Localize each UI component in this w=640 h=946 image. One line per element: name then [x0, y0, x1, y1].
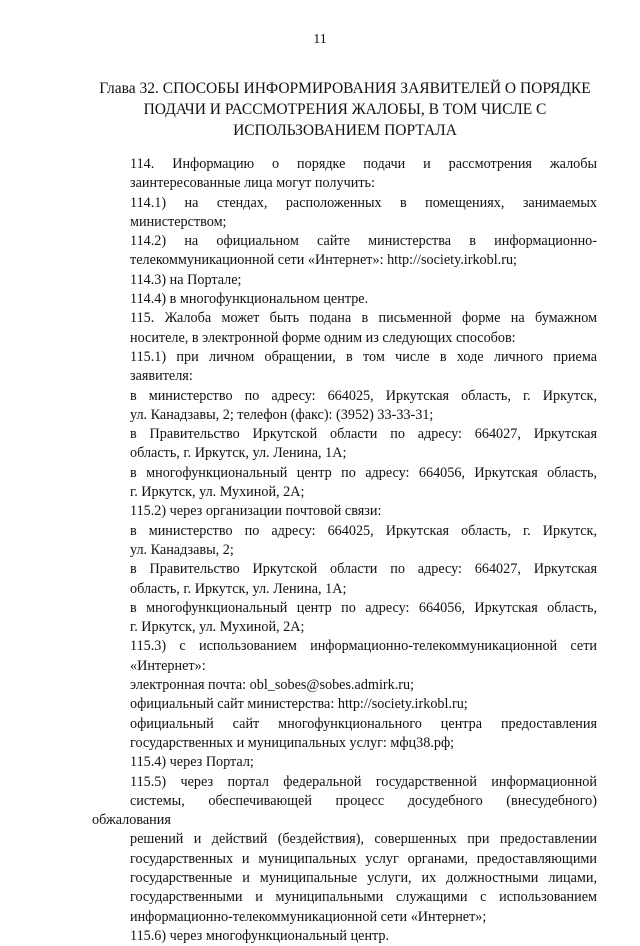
page-number: 11 [313, 32, 327, 47]
paragraph-line: область, г. Иркутск, ул. Ленина, 1А; [130, 580, 347, 597]
paragraph-line: носителе, в электронной форме одним из следующих способов: [130, 329, 516, 346]
paragraph [92, 676, 597, 695]
paragraph-line: официальный сайт многофункционального центра предоставления [130, 715, 597, 732]
paragraph [92, 753, 597, 772]
paragraph-line: 115.6) через многофункциональный центр. [130, 927, 390, 944]
paragraph-line: в министерство по адресу: 664025, Иркутская область, г. Иркутск, [130, 387, 597, 404]
paragraph-line: в Правительство Иркутской области по адресу: 664027, Иркутская [130, 426, 597, 443]
paragraph [92, 387, 597, 426]
paragraph [92, 522, 597, 561]
paragraph-line: область, г. Иркутск, ул. Ленина, 1А; [130, 445, 347, 462]
paragraph-line: решений и действий (бездействия), совершенных при предоставлении [130, 831, 597, 848]
paragraph-line: министерством; [130, 213, 227, 230]
paragraph-line: 115.2) через организации почтовой связи: [130, 503, 382, 520]
paragraph-line: в многофункциональный центр по адресу: 664056, Иркутская область, [130, 464, 597, 481]
paragraph-line: государственными и муниципальными служащими с использованием [130, 889, 597, 906]
paragraph [92, 425, 597, 464]
chapter-title-line: ПОДАЧИ И РАССМОТРЕНИЯ ЖАЛОБЫ, В ТОМ ЧИСЛЕ С [143, 101, 547, 118]
paragraph-line: государственных и муниципальных услуг: мфц38.рф; [130, 734, 455, 751]
paragraph-line: 114.4) в многофункциональном центре. [130, 291, 369, 308]
paragraph-line: государственные и муниципальные услуги, их должностными лицами, [130, 869, 597, 886]
chapter-title-line: ИСПОЛЬЗОВАНИЕМ ПОРТАЛА [233, 122, 457, 139]
paragraph [92, 290, 597, 309]
paragraph-line: 115.5) через портал федеральной государственной информационной [130, 773, 597, 790]
paragraph [92, 773, 597, 927]
paragraph [92, 637, 597, 676]
paragraph [92, 309, 597, 348]
paragraph-line: 115.1) при личном обращении, в том числе в ходе личного приема [130, 348, 597, 365]
document-body [92, 155, 597, 946]
paragraph-line: в многофункциональный центр по адресу: 664056, Иркутская область, [130, 599, 597, 616]
paragraph-line: 114. Информацию о порядке подачи и рассмотрения жалобы [130, 156, 597, 172]
paragraph-line: 114.3) на Портале; [130, 271, 242, 288]
paragraph-line: 115.3) с использованием информационно-телекоммуникационной сети [130, 638, 597, 655]
paragraph-line: государственных и муниципальных услуг органами, предоставляющими [130, 850, 597, 867]
paragraph-line: официальный сайт министерства: http://society.irkobl.ru; [130, 696, 468, 713]
paragraph-line: 114.2) на официальном сайте министерства в информационно- [130, 233, 597, 250]
paragraph [92, 348, 597, 387]
paragraph [92, 232, 597, 271]
paragraph [92, 271, 597, 290]
paragraph-line: ул. Канадзавы, 2; телефон (факс): (3952) 33-33-31; [130, 406, 434, 423]
paragraph [92, 464, 597, 503]
paragraph-line: ул. Канадзавы, 2; [130, 541, 234, 558]
paragraph [92, 502, 597, 521]
paragraph [92, 599, 597, 638]
paragraph-line: системы, обеспечивающей процесс досудебного (внесудебного) обжалования [92, 792, 597, 829]
paragraph-line: заинтересованные лица могут получить: [130, 175, 375, 192]
paragraph-line: г. Иркутск, ул. Мухиной, 2А; [130, 484, 305, 501]
paragraph-line: в Правительство Иркутской области по адресу: 664027, Иркутская [130, 561, 597, 578]
paragraph-line: заявителя: [130, 368, 193, 385]
paragraph-line: 114.1) на стендах, расположенных в помещениях, занимаемых [130, 194, 597, 211]
chapter-title [90, 78, 600, 141]
paragraph [92, 715, 597, 754]
paragraph [92, 560, 597, 599]
paragraph [92, 155, 597, 194]
paragraph-line: «Интернет»: [130, 657, 206, 674]
paragraph [92, 695, 597, 714]
paragraph-line: 115.4) через Портал; [130, 754, 254, 771]
paragraph-line: 115. Жалоба может быть подана в письменной форме на бумажном [130, 310, 597, 327]
paragraph-line: телекоммуникационной сети «Интернет»: http://society.irkobl.ru; [130, 252, 517, 269]
paragraph [92, 927, 597, 946]
chapter-title-line: Глава 32. СПОСОБЫ ИНФОРМИРОВАНИЯ ЗАЯВИТЕЛЕЙ О ПОРЯДКЕ [99, 80, 591, 97]
paragraph-line: в министерство по адресу: 664025, Иркутская область, г. Иркутск, [130, 522, 597, 539]
paragraph-line: информационно-телекоммуникационной сети «Интернет»; [130, 908, 487, 925]
paragraph-line: электронная почта: obl_sobes@sobes.admirk.ru; [130, 677, 415, 694]
paragraph [92, 194, 597, 233]
paragraph-line: г. Иркутск, ул. Мухиной, 2А; [130, 619, 305, 636]
